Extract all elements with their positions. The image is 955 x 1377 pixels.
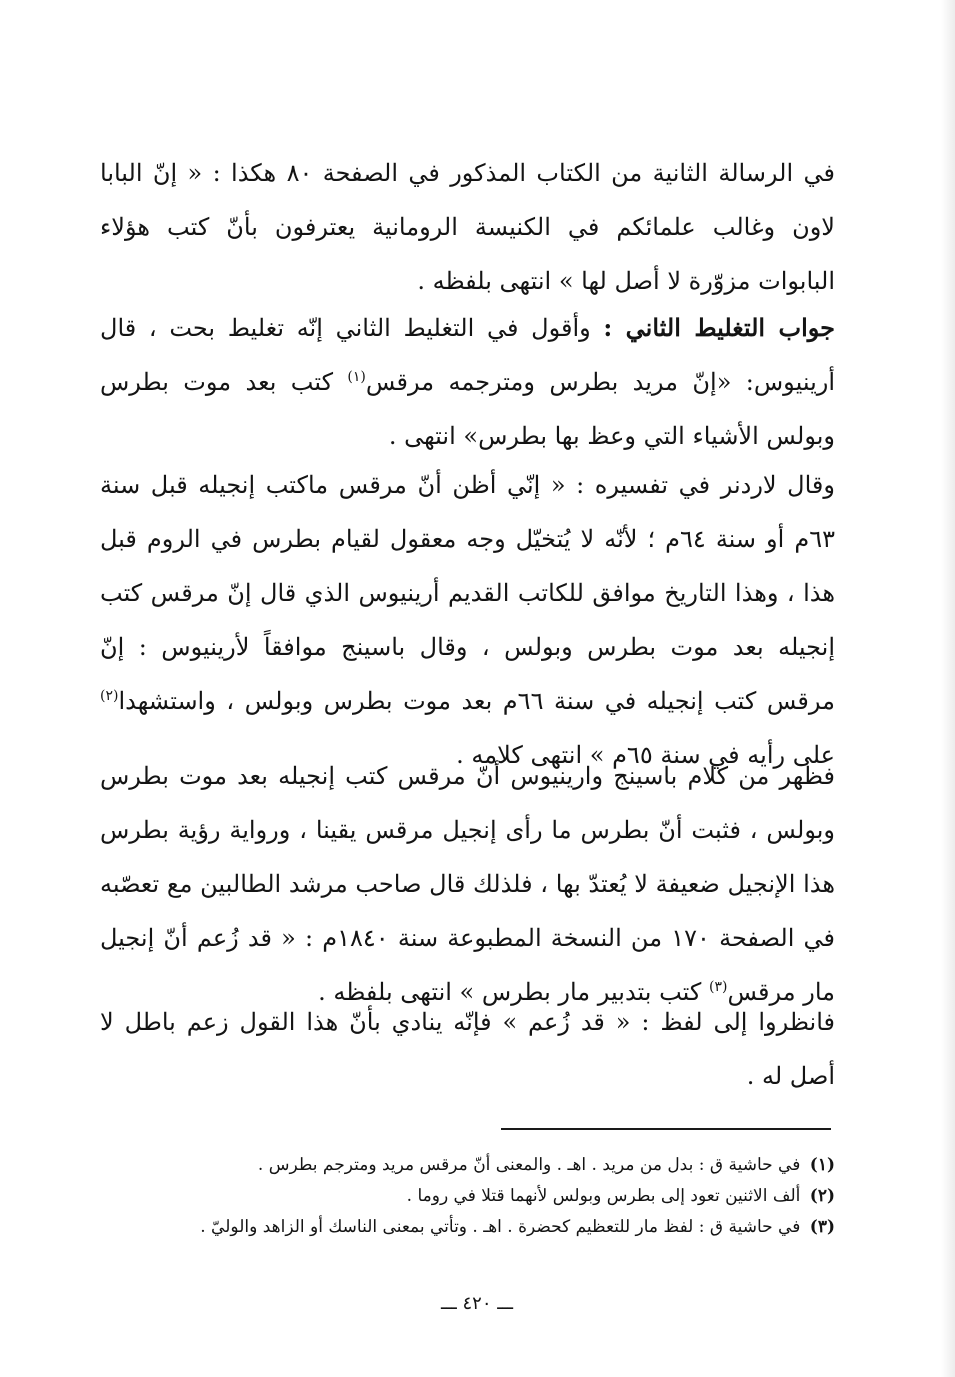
footnote-3-number: (٣) [809,1217,835,1237]
footnote-1-number: (١) [809,1155,835,1175]
paragraph-4-text-a: فظهر من كلام باسينج وارينيوس أنّ مرقس كتب إنجيله بعد موت بطرس وبولس ، فثبت أنّ بطرس ما رأى إنجيل مرقس يقينا ، ورواية رؤية بطرس هذا الإنجيل ضعيفة لا يُعتدّ بها ، فلذلك قال صاحب مرشد الطالبين مع تعصّبه في الصفحة ١٧٠ من النسخة المطبوعة سنة ١٨٤٠م : « قد زُعم أنّ إنجيل مار مرقس [100,762,836,1006]
footnote-1 [100,1150,835,1181]
paragraph-2-text-a: وأقول في التغليط الثاني إنّه تغليط بحت ، قال أرينيوس: «إنّ مريد بطرس ومترجمه مرقس [100,314,835,396]
paragraph-5-text: فانظروا إلى لفظ : « قد زُعم » فإنّه ينادي بأنّ هذا القول زعم باطل لا أصل له . [100,1008,835,1090]
footnotes [100,1150,835,1243]
paragraph-2 [100,301,835,463]
footnote-2 [100,1181,835,1212]
footnote-ref-3[interactable]: (٣) [708,979,728,995]
footnote-divider [501,1128,831,1130]
paragraph-2-heading: جواب التغليط الثاني : [603,313,835,342]
footnote-2-number: (٢) [809,1186,835,1206]
paragraph-1 [100,146,835,308]
footnote-ref-2[interactable]: (٢) [100,688,119,704]
paragraph-3-text-b: على رأيه في سنة ٦٥م » انتهى كلامه . [456,741,835,769]
paragraph-1-text: في الرسالة الثانية من الكتاب المذكور في الصفحة ٨٠ هكذا : « إنّ البابا لاون وغالب علمائكم في الكنيسة الرومانية يعترفون بأنّ كتب هؤلاء البابوات مزوّرة لا أصل لها » انتهى بلفظه . [100,159,835,295]
paragraph-5 [100,995,835,1103]
paragraph-4 [100,749,835,1019]
footnote-2-text: ألف الاثنين تعود إلى بطرس وبولس لأنهما قتلا في روما . [406,1186,801,1206]
paragraph-2-text-b: كتب بعد موت بطرس وبولس الأشياء التي وعظ بها بطرس» انتهى . [100,368,835,450]
page-edge-shadow [941,0,955,1377]
footnote-3 [100,1212,835,1243]
paragraph-3-text-a: وقال لاردنر في تفسيره : « إنّي أظن أنّ مرقس ماكتب إنجيله قبل سنة ٦٣م أو سنة ٦٤م ؛ لأنّه لا يُتخيّل وجه معقول لقيام بطرس في الروم قبل هذا ، وهذا التاريخ موافق للكاتب القديم أرينيوس الذي قال إنّ مرقس كتب إنجيله بعد موت بطرس وبولس ، وقال باسينج موافقاً لأرينيوس : إنّ مرقس كتب إنجيله في سنة ٦٦م بعد موت بطرس وبولس ، واستشهدا [100,471,835,715]
paragraph-4-text-b: كتب بتدبير مار بطرس » انتهى بلفظه . [318,978,709,1006]
paragraph-3 [100,458,835,782]
footnote-1-text: في حاشية ق : بدل من مريد . اهـ . والمعنى أنّ مرقس مريد ومترجم بطرس . [257,1155,801,1175]
footnote-3-text: في حاشية ق : لفظ مار للتعظيم كحضرة . اهـ . وتأتي بمعنى الناسك أو الزاهد والوليّ . [200,1217,801,1237]
footnote-ref-1[interactable]: (١) [347,369,366,385]
page-number: ـــ ٤٢٠ ـــ [440,1293,514,1314]
